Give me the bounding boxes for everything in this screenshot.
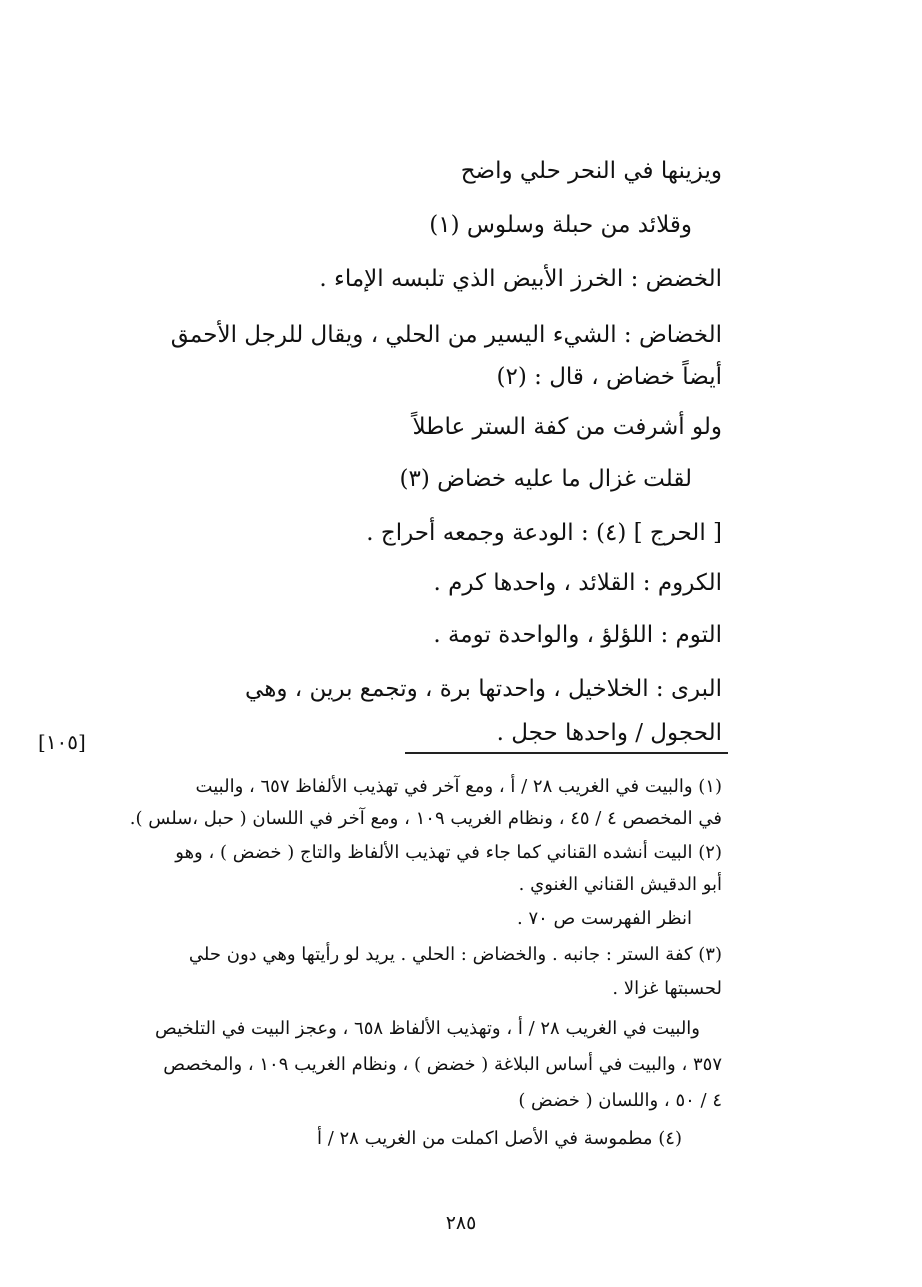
footnote-line: في المخصص ٤ / ٤٥ ، ونظام الغريب ١٠٩ ، ومع آخر في اللسان ( حبل ،سلس ). [129,808,722,829]
verse-line-1: ويزينها في النحر حلي واضح [460,158,722,184]
footnote-line: والبيت في الغريب ٢٨ / أ ، وتهذيب الألفاظ ٦٥٨ ، وعجز البيت في التلخيص [155,1018,700,1039]
verse-line-4: لقلت غزال ما عليه خضاض (٣) [399,466,692,492]
footnote-divider [405,752,728,754]
footnote-line: أبو الدقيش القناني الغنوي . [518,874,722,895]
entry-khudad: الخضاض : الشيء اليسير من الحلي ، ويقال للرجل الأحمق [170,322,722,348]
page-number: ٢٨٥ [445,1212,477,1234]
footnote-line: (٢) البيت أنشده القناني كما جاء في تهذيب الألفاظ والتاج ( خضض ) ، وهو [175,842,722,863]
entry-tum: التوم : اللؤلؤ ، والواحدة تومة . [433,622,722,648]
entry-khadad: الخضض : الخرز الأبيض الذي تلبسه الإماء . [319,266,722,292]
footnote-line: (١) والبيت في الغريب ٢٨ / أ ، ومع آخر في تهذيب الألفاظ ٦٥٧ ، والبيت [195,776,722,797]
footnote-line: ٤ / ٥٠ ، واللسان ( خضض ) [518,1090,722,1111]
footnote-line: انظر الفهرست ص ٧٠ . [516,908,692,929]
footnote-line: ٣٥٧ ، والبيت في أساس البلاغة ( خضض ) ، ونظام الغريب ١٠٩ ، والمخصص [163,1054,722,1075]
footnote-line: لحسبتها غزالا . [612,978,722,999]
footnote-line: (٣) كفة الستر : جانبه . والخضاض : الحلي . يريد لو رأيتها وهي دون حلي [188,944,722,965]
entry-kurum: الكروم : القلائد ، واحدها كرم . [433,570,722,596]
entry-bura-cont: الحجول / واحدها حجل . [496,720,722,746]
entry-khudad-cont: أيضاً خضاض ، قال : (٢) [496,364,722,390]
verse-line-3: ولو أشرفت من كفة الستر عاطلاً [412,414,722,440]
verse-line-2: وقلائد من حبلة وسلوس (١) [429,212,692,238]
entry-harj: [ الحرج ] (٤) : الودعة وجمعه أحراج . [366,520,722,546]
footnote-line: (٤) مطموسة في الأصل اكملت من الغريب ٢٨ / أ [316,1128,682,1149]
margin-marker: [١٠٥] [38,730,86,754]
entry-bura: البرى : الخلاخيل ، واحدتها برة ، وتجمع برين ، وهي [245,676,722,702]
